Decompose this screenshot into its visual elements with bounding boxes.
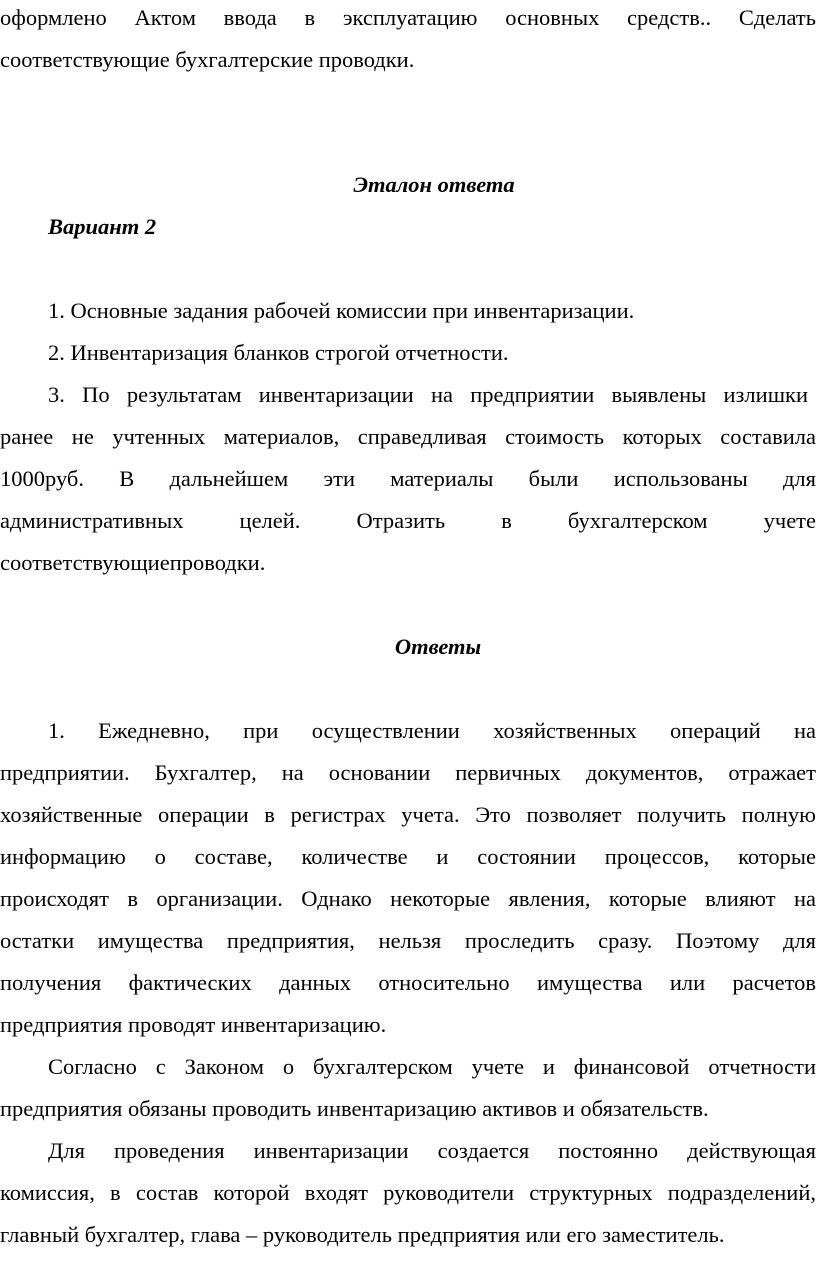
text-line: административных целей. Отразить в бухгалтерском учете [0, 508, 816, 533]
text-line: остатки имущества предприятия, нельзя проследить сразу. Поэтому для [0, 928, 816, 953]
text-line: оформлено Актом ввода в эксплуатацию основных средств.. Сделать [0, 5, 816, 30]
text-line: информацию о составе, количестве и состоянии процессов, которые [0, 844, 816, 869]
task-item-1: 1. Основные задания рабочей комиссии при инвентаризации. [48, 298, 635, 323]
text-line: соответствующиепроводки. [0, 550, 266, 575]
answer-paragraph-1: 1. Ежедневно, при осуществлении хозяйственных операций на [48, 718, 816, 743]
variant-heading: Вариант 2 [48, 214, 157, 239]
answer-paragraph-3: Для проведения инвентаризации создается постоянно действующая [48, 1138, 816, 1163]
text-line: соответствующие бухгалтерские проводки. [0, 47, 415, 72]
task-item-2: 2. Инвентаризация бланков строгой отчетности. [48, 340, 509, 365]
text-line: предприятии. Бухгалтер, на основании первичных документов, отражает [0, 760, 816, 785]
section-heading-answers: Ответы [394, 634, 482, 659]
text-line: комиссия, в состав которой входят руководители структурных подразделений, [0, 1180, 816, 1205]
text-line: главный бухгалтер, глава – руководитель предприятия или его заместитель. [0, 1222, 725, 1247]
text-line: предприятия обязаны проводить инвентаризацию активов и обязательств. [0, 1096, 709, 1121]
answer-paragraph-2: Согласно с Законом о бухгалтерском учете и финансовой отчетности [48, 1054, 816, 1079]
section-heading-etalon: Эталон ответа [353, 172, 515, 197]
text-line: происходят в организации. Однако некоторые явления, которые влияют на [0, 886, 816, 911]
text-line: предприятия проводят инвентаризацию. [0, 1012, 387, 1037]
text-line: получения фактических данных относительно имущества или расчетов [0, 970, 816, 995]
text-line: хозяйственные операции в регистрах учета. Это позволяет получить полную [0, 802, 816, 827]
text-line: ранее не учтенных материалов, справедливая стоимость которых составила [0, 424, 816, 449]
text-line: 1000руб. В дальнейшем эти материалы были использованы для [0, 466, 816, 491]
task-item-3: 3. По результатам инвентаризации на предприятии выявлены излишки [48, 382, 808, 407]
